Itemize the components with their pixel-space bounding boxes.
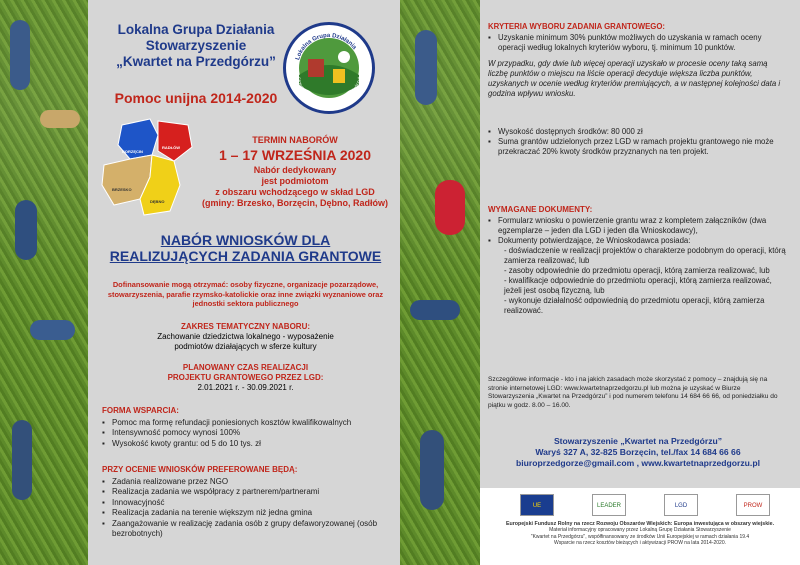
termin-label: TERMIN NABORÓW xyxy=(252,135,338,145)
szczegolowe-info: Szczegółowe informacje - kto i na jakich zasadach może skorzystać z pomocy – znajdują się na stronie internetowej LGD: www.kwartetnaprzedgorzu.pl lub można je uzyskać w Biurze Stowarzyszenia „Kwartet na Przedgórzu” i pod numerem telefonu 14 684 66 66, od poniedziałku do piątku w godz. 8.00 – 16.00. xyxy=(488,376,778,409)
footer-text xyxy=(488,521,792,546)
list-item: ▪ Zadania realizowane przez NGO xyxy=(102,477,392,488)
planowany-block xyxy=(98,363,393,393)
list-item: ▪ Wysokość kwoty grantu: od 5 do 10 tys. zł xyxy=(102,439,392,450)
person-figure xyxy=(420,430,444,510)
termin-desc: z obszaru wchodzącego w skład LGD xyxy=(215,187,375,197)
leader-logo-icon: LEADER xyxy=(592,494,626,516)
map-label: BRZESKO xyxy=(112,187,132,192)
nabor-line1: NABÓR WNIOSKÓW DLA xyxy=(160,232,331,248)
org-line1: Lokalna Grupa Działania xyxy=(117,22,275,37)
planowany-dates: 2.01.2021 r. - 30.09.2021 r. xyxy=(197,383,294,392)
kryteria-para: W przypadku, gdy dwie lub więcej operacji uzyskało w procesie oceny taką samą liczbę punktów o miejscu na liście operacji decyduje większa liczba punktów, uzyskanych w ocenie według kryteriów premiujących, a w następnej kolejności data i godzina wpływu wniosku. xyxy=(488,59,781,98)
wymagane-title: WYMAGANE DOKUMENTY: xyxy=(488,205,593,214)
logo-emblem-icon xyxy=(286,25,372,111)
lgd-logo-icon: LGD xyxy=(664,494,698,516)
list-item: ▪ Realizacja zadania na terenie większym niż jedna gmina xyxy=(102,508,392,519)
nabor-line2: REALIZUJĄCYCH ZADANIA GRANTOWE xyxy=(109,248,382,264)
list-item: ▪ Formularz wniosku o powierzenie grantu wraz z kompletem załączników (dwa egzemplarze – jeden dla LGD i jeden dla Wnioskodawcy), xyxy=(488,216,788,236)
list-item: ▪ Innowacyjność xyxy=(102,498,392,509)
sub-item: - kwalifikacje odpowiednie do przedmiotu operacji, którą zamierza realizować, jeżeli jest osobą fizyczną, lub xyxy=(504,276,772,295)
list-item: ▪ Suma grantów udzielonych przez LGD w ramach projektu grantowego nie może przekraczać 20% kwoty środków przyznanych na ten projekt. xyxy=(488,137,788,157)
person-figure xyxy=(415,30,437,105)
contact-name: Stowarzyszenie „Kwartet na Przedgórzu” xyxy=(553,436,723,446)
dofinansowanie-text: Dofinansowanie mogą otrzymać: osoby fizyczne, organizacje pozarządowe, stowarzyszenia, parafie rzymsko-katolickie oraz inne związki wyznaniowe oraz jednostki sektora publicznego xyxy=(107,280,384,308)
person-figure xyxy=(40,110,80,128)
footer-line: Wsparcie na rzecz kosztów bieżących i aktywizacji PROW na lata 2014-2020. xyxy=(553,539,726,546)
nabor-heading xyxy=(98,232,393,264)
person-figure xyxy=(12,420,32,500)
footer-line: "Kwartet na Przedgórzu", współfinansowany ze środków Unii Europejskiej w ramach działania 19.4 xyxy=(530,533,750,540)
contact-address: Waryś 327 A, 32-825 Borzęcin, tel./fax 14 684 66 66 xyxy=(535,447,741,457)
prow-logo-icon: PROW xyxy=(736,494,770,516)
person-figure xyxy=(10,20,30,90)
person-figure xyxy=(410,300,460,320)
list-item: ▪ Dokumenty potwierdzające, że Wnioskodawca posiada: xyxy=(488,236,788,246)
kryteria-block-2 xyxy=(488,127,788,157)
eu-flag-icon: UE xyxy=(520,494,554,516)
sub-item: - zasoby odpowiednie do przedmiotu operacji, którą zamierza realizować, lub xyxy=(504,266,770,275)
list-item: ▪ Realizacja zadania we współpracy z partnerem/partnerami xyxy=(102,487,392,498)
contact-block xyxy=(488,436,788,469)
forma-wsparcia xyxy=(102,406,392,449)
list-item: ▪ Wysokość dostępnych środków: 80 000 zł xyxy=(488,127,788,137)
grass-photo-middle xyxy=(400,0,480,565)
org-line2: Stowarzyszenie xyxy=(145,38,247,53)
pomoc-title: Pomoc unijna 2014-2020 xyxy=(114,90,278,106)
person-figure xyxy=(30,320,75,340)
wymagane-block xyxy=(488,205,788,316)
list-item: ▪ Zaangażowanie w realizację zadania osób z grupy defaworyzowanej (osób bezrobotnych) xyxy=(102,519,392,540)
termin-desc: jest podmiotom xyxy=(261,176,329,186)
list-item: ▪ Uzyskanie minimum 30% punktów możliwych do uzyskania w ramach oceny operacji według lokalnych kryteriów wyboru, tj. minimum 10 punktów. xyxy=(488,33,788,53)
grass-photo-left xyxy=(0,0,88,565)
lgd-logo xyxy=(283,22,375,114)
zakres-line: Zachowanie dziedzictwa lokalnego - wyposażenie xyxy=(157,332,334,341)
logo-bottom-text: Stowarzyszenie „Kwartet na Przedgórzu” xyxy=(294,76,364,107)
gminy-map xyxy=(100,115,195,220)
termin-desc: Nabór dedykowany xyxy=(253,165,337,175)
kryteria-block xyxy=(488,22,788,105)
footer xyxy=(480,488,800,565)
planowany-title: PROJEKTU GRANTOWEGO PRZEZ LGD: xyxy=(167,373,324,382)
zakres-line: podmiotów działających w sferze kultury xyxy=(174,342,317,351)
termin-dates: 1 – 17 WRZEŚNIA 2020 xyxy=(219,147,371,163)
list-item: ▪ Pomoc ma formę refundacji poniesionych kosztów kwalifikowalnych xyxy=(102,418,392,429)
map-label: BORZĘCIN xyxy=(122,149,143,154)
person-figure xyxy=(15,200,37,260)
person-figure xyxy=(435,180,465,235)
footer-line: Materiał informacyjny opracowany przez Lokalną Grupę Działania Stowarzyszenie xyxy=(549,527,731,534)
sub-item: - doświadczenie w realizacji projektów o charakterze podobnym do operacji, którą zamierza realizować, lub xyxy=(504,246,786,265)
map-label: RADŁÓW xyxy=(162,145,180,150)
footer-line: Europejski Fundusz Rolny na rzecz Rozwoju Obszarów Wiejskich: Europa inwestująca w obszary wiejskie. xyxy=(505,521,775,527)
contact-web: biuroprzedgorze@gmail.com , www.kwartetnaprzedgorzu.pl xyxy=(516,458,760,468)
list-item: ▪ Intensywność pomocy wynosi 100% xyxy=(102,428,392,439)
zakres-block xyxy=(98,322,393,352)
org-line3: „Kwartet na Przedgórzu” xyxy=(116,54,276,69)
przy-ocenie xyxy=(102,465,392,540)
org-title xyxy=(98,22,294,70)
map-label: DĘBNO xyxy=(150,199,165,204)
funding-logos xyxy=(520,494,770,516)
logo-top-text: Lokalna Grupa Działania xyxy=(295,32,358,61)
termin-desc: (gminy: Brzesko, Borzęcin, Dębno, Radłów) xyxy=(201,198,389,208)
termin-block xyxy=(200,135,390,209)
przy-title: PRZY OCENIE WNIOSKÓW PREFEROWANE BĘDĄ: xyxy=(102,465,298,474)
forma-title: FORMA WSPARCIA: xyxy=(102,406,179,415)
planowany-title: PLANOWANY CZAS REALIZACJI xyxy=(182,363,309,372)
sub-item: - wykonuje działalność odpowiednią do przedmiotu operacji, którą zamierza realizować. xyxy=(504,296,765,315)
zakres-title: ZAKRES TEMATYCZNY NABORU: xyxy=(180,322,311,331)
kryteria-title: KRYTERIA WYBORU ZADANIA GRANTOWEGO: xyxy=(488,22,666,31)
